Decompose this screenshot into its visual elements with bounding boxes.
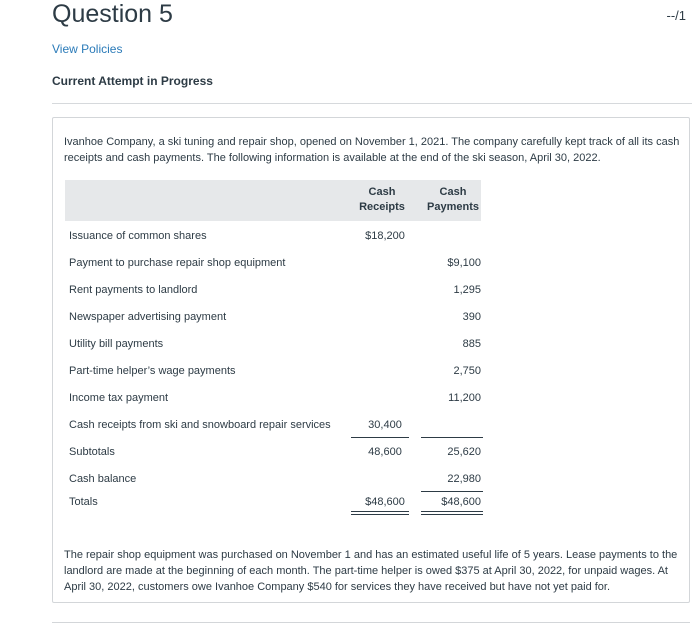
cash-payments-value: $9,100 — [447, 257, 481, 269]
row-label: Cash receipts from ski and snowboard repair services — [69, 419, 331, 431]
row-label: Cash balance — [69, 473, 137, 485]
table-row — [65, 496, 481, 512]
table-row — [65, 338, 481, 354]
table-row — [65, 473, 481, 489]
row-label: Totals — [69, 496, 98, 508]
subtotal-rule-receipts — [351, 437, 409, 438]
balance-rule-payments — [421, 491, 483, 492]
cash-receipts-value: $48,600 — [365, 496, 405, 508]
col-header-text: Receipts — [359, 201, 405, 213]
cash-payments-value: 2,750 — [453, 365, 481, 377]
total-double-rule-payments — [421, 511, 483, 515]
attempt-status: Current Attempt in Progress — [52, 74, 213, 88]
total-double-rule-receipts — [351, 511, 409, 515]
table-row — [65, 446, 481, 462]
table-row — [65, 419, 481, 435]
col-header-cash-payments — [423, 185, 483, 215]
subtotal-rule-payments — [421, 437, 483, 438]
row-label: Subtotals — [69, 446, 115, 458]
problem-note: The repair shop equipment was purchased on November 1 and has an estimated useful life of 5 years. Lease payments to the landlord are made at the beginning of each month. The part-time helper is owed $375 at April 30, 2022, for unpaid wages. At April 30, 2022, customers owe Ivanhoe Company $540 for services they have received but have not yet paid for. — [64, 549, 678, 593]
table-row — [65, 284, 481, 300]
cash-payments-value: 885 — [462, 338, 481, 350]
table-row — [65, 257, 481, 273]
table-row — [65, 230, 481, 246]
table-row — [65, 392, 481, 408]
row-label: Part-time helper’s wage payments — [69, 365, 236, 377]
col-header-text: Cash — [368, 186, 396, 198]
row-label: Utility bill payments — [69, 338, 164, 350]
row-label: Issuance of common shares — [69, 230, 207, 242]
problem-intro: Ivanhoe Company, a ski tuning and repair shop, opened on November 1, 2021. The company carefully kept track of all its cash receipts and cash payments. The following information is available at the end of the ski season, April 30, 2022. — [64, 136, 680, 164]
view-policies-link[interactable]: View Policies — [52, 42, 123, 56]
question-card — [52, 117, 690, 603]
next-question-card-edge — [52, 622, 690, 643]
table-row — [65, 365, 481, 381]
cash-payments-value: 25,620 — [447, 446, 481, 458]
cash-receipts-value: 48,600 — [368, 446, 402, 458]
col-header-cash-receipts — [356, 185, 408, 215]
row-label: Rent payments to landlord — [69, 284, 198, 296]
col-header-text: Cash — [439, 186, 467, 198]
row-label: Income tax payment — [69, 392, 169, 404]
col-header-text: Payments — [427, 201, 479, 213]
table-row — [65, 311, 481, 327]
table-header — [65, 180, 481, 221]
cash-receipts-value: $18,200 — [365, 230, 405, 242]
divider — [52, 103, 692, 104]
cash-payments-value: 1,295 — [453, 284, 481, 296]
cash-payments-value: 11,200 — [448, 392, 481, 404]
score-indicator: --/1 — [666, 8, 686, 23]
page-title: Question 5 — [52, 0, 173, 28]
row-label: Newspaper advertising payment — [69, 311, 227, 323]
cash-receipts-value: 30,400 — [368, 419, 402, 431]
cash-payments-value: 22,980 — [447, 473, 481, 485]
row-label: Payment to purchase repair shop equipment — [69, 257, 286, 269]
cash-payments-value: $48,600 — [441, 496, 481, 508]
cash-payments-value: 390 — [462, 311, 481, 323]
